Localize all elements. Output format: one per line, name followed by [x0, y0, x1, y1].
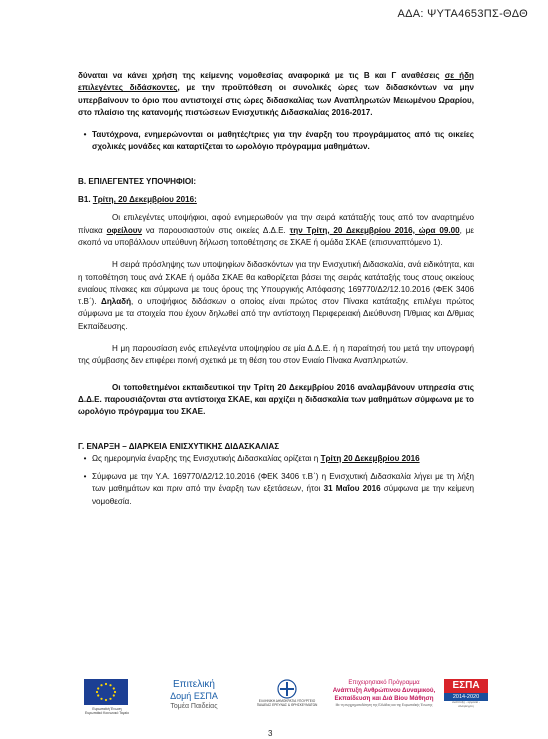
espa-structure-logo	[144, 679, 244, 711]
espa-line-3: Τομέα Παιδείας	[170, 703, 218, 710]
eu-flag-icon	[84, 679, 128, 705]
b1-p1-b: οφείλουν	[106, 225, 142, 235]
intro-text-b: , με την προϋπόθεση οι συνολικές ώρες των διδασκόντων να μην υπερβαίνουν το όριο που αντιστοιχεί στις ώρες διδασκαλίας των Αναπληρωτών Μειωμένου Ωραρίου, στο πλαίσιο της κατανομής πιστώσεων Ενισχυτικής Διδασκαλίας 2016-2017.	[78, 83, 474, 117]
page-number: 3	[268, 729, 273, 738]
operational-programme-logo	[324, 679, 444, 708]
prog-line-1: Επιχειρησιακό Πρόγραμμα	[348, 680, 420, 686]
intro-text-underlined: σε ήδη επιλεγέντες διδάσκοντες	[78, 71, 474, 93]
espa-2014-2020-logo	[444, 679, 488, 708]
ministry-logo	[254, 679, 320, 707]
prog-caption: Με τη συγχρηματοδότηση της Ελλάδας και της Ευρωπαϊκής Ένωσης	[335, 703, 433, 707]
b1-p1-a: Οι επιλεγέντες υποψήφιοι, αφού ενημερωθούν για την σειρά κατάταξής τους από τον αναρτημένο πίνακα	[78, 213, 474, 235]
greek-crest-icon	[277, 679, 297, 699]
c-bullet-2-text	[92, 471, 474, 508]
prog-line-3: Εκπαίδευση και Διά Βίου Μάθηση	[334, 695, 434, 702]
b1-p1-e: , με σκοπό να υποβάλλουν υπεύθυνη δήλωση τοποθέτησης σε ΣΚΑΕ ή ομάδα ΣΚΑΕ (επισυναπτόμενο 1).	[78, 225, 475, 247]
c-b2-b: 31 Μαΐου 2016	[323, 484, 381, 494]
ada-code: ΑΔΑ: ΨΥΤΑ4653ΠΣ-ΘΔΘ	[397, 8, 528, 20]
section-c-heading: Γ. ΕΝΑΡΞΗ – ΔΙΑΡΚΕΙΑ ΕΝΙΣΧΥΤΙΚΗΣ ΔΙΔΑΣΚΑΛΙΑΣ	[78, 441, 280, 451]
footer-logos	[72, 679, 484, 715]
b1-prefix: Β1.	[78, 195, 93, 205]
b1-paragraph-1	[78, 212, 474, 249]
section-b1-heading	[78, 194, 474, 206]
bullet-icon: •	[83, 130, 87, 140]
b1-paragraph-3: Η μη παρουσίαση ενός επιλεγέντα υποψηφίου σε μία Δ.Δ.Ε. ή η παραίτησή του μετά την υπογραφή της σύμβασης δεν επιφέρει ποινή σχετικά με τη θέση του στον Ενιαίο Πίνακα Αναπληρωτών.	[78, 344, 474, 366]
eu-caption: Ευρωπαϊκή Ένωση Ευρωπαϊκό Κοινωνικό Ταμείο	[85, 707, 129, 716]
espa-years: 2014-2020	[444, 693, 488, 701]
b1-p1-c: να παρουσιαστούν στις οικείες Δ.Δ.Ε.	[141, 225, 290, 235]
b1-p2-c: , ο υποψήφιος διδάσκων ο οποίος είναι πρώτος στον Πίνακα κατάταξης επιλέγει πρώτος σύμφωνα με τα στοιχεία που έχουν δηλωθεί από την αντίστοιχη Περιφερειακή Διεύθυνση Π/θμιας και Δ/θμιας Εκπαίδευσης.	[78, 297, 475, 331]
espa-caption: ανάπτυξη - εργασία - αλληλεγγύη	[452, 700, 480, 708]
eu-logo	[84, 679, 130, 715]
c-b1-a: Ως ημερομηνία έναρξης της Ενισχυτικής Διδασκαλίας ορίζεται η	[92, 453, 321, 463]
b1-p1-d: την Τρίτη, 20 Δεκεμβρίου 2016, ώρα 09.00	[289, 225, 460, 235]
bullet-icon: •	[83, 472, 87, 482]
bullet-icon: •	[83, 453, 87, 463]
intro-bullet-text: Ταυτόχρονα, ενημερώνονται οι μαθητές/τριες για την έναρξη του προγράμματος από τις οικείες σχολικές μονάδες και καταρτίζεται το ωρολόγιο πρόγραμμα μαθημάτων.	[92, 130, 474, 152]
section-c-bullet-2	[78, 471, 474, 508]
document-body	[78, 70, 474, 508]
b1-paragraph-2	[78, 259, 474, 333]
intro-bullet	[78, 129, 474, 154]
espa-title: ΕΣΠΑ	[444, 679, 488, 693]
espa-line-2: Δομή ΕΣΠΑ	[170, 691, 218, 701]
section-b-heading: Β. ΕΠΙΛΕΓΕΝΤΕΣ ΥΠΟΨΗΦΙΟΙ:	[78, 176, 197, 186]
section-c-bullet-1	[78, 453, 474, 465]
c-b1-b: Τρίτη 20 Δεκεμβρίου 2016	[320, 453, 420, 463]
prog-line-2: Ανάπτυξη Ανθρώπινου Δυναμικού,	[332, 687, 436, 694]
ministry-caption: ΕΛΛΗΝΙΚΗ ΔΗΜΟΚΡΑΤΙΑ ΥΠΟΥΡΓΕΙΟ ΠΑΙΔΕΙΑΣ ΕΡΕΥΝΑΣ & ΘΡΗΣΚΕΥΜΑΤΩΝ	[256, 699, 318, 707]
intro-paragraph	[78, 70, 474, 119]
b1-p2-a: Η σειρά πρόσληψης των υποψηφίων διδασκόντων για την Ενισχυτική Διδασκαλία, ανά ειδικότητα, και η τοποθέτηση τους ανά ΣΚΑΕ ή ομάδα ΣΚΑΕ θα καθορίζεται βάσει της σειράς κατάταξής τους στους οικείους ενιαίους πίνακες και σύμφωνα με τους όρους της Υπουργικής Απόφασης 169770/Δ2/12.10.2016 (ΦΕΚ 3406 τ.Β΄).	[78, 260, 474, 307]
b1-date: Τρίτη, 20 Δεκεμβρίου 2016:	[92, 195, 197, 205]
intro-text-a: δύναται να κάνει χρήση της κείμενης νομοθεσίας αναφορικά με τις Β και Γ αναθέσεις	[78, 71, 445, 80]
b1-paragraph-4: Οι τοποθετημένοι εκπαιδευτικοί την Τρίτη 20 Δεκεμβρίου 2016 αναλαμβάνουν υπηρεσία στις Δ.Δ.Ε. παρουσιάζονται στα αντίστοιχα ΣΚΑΕ, και αρχίζει η διδασκαλία των μαθημάτων σύμφωνα με το ωρολόγιο πρόγραμμα του ΣΚΑΕ.	[78, 382, 474, 417]
c-b2-c: σύμφωνα με την κείμενη νομοθεσία.	[92, 484, 474, 506]
c-bullet-1-text	[92, 453, 474, 465]
b1-p2-b: Δηλαδή	[101, 297, 132, 307]
c-b2-a: Σύμφωνα με την Υ.Α. 169770/Δ2/12.10.2016 (ΦΕΚ 3406 τ.Β΄) η Ενισχυτική Διδασκαλία λήγει με τη λήξη των μαθημάτων και πριν από την έναρξη των εξετάσεων, ήτοι	[92, 472, 474, 494]
espa-line-1: Επιτελική	[173, 679, 215, 690]
